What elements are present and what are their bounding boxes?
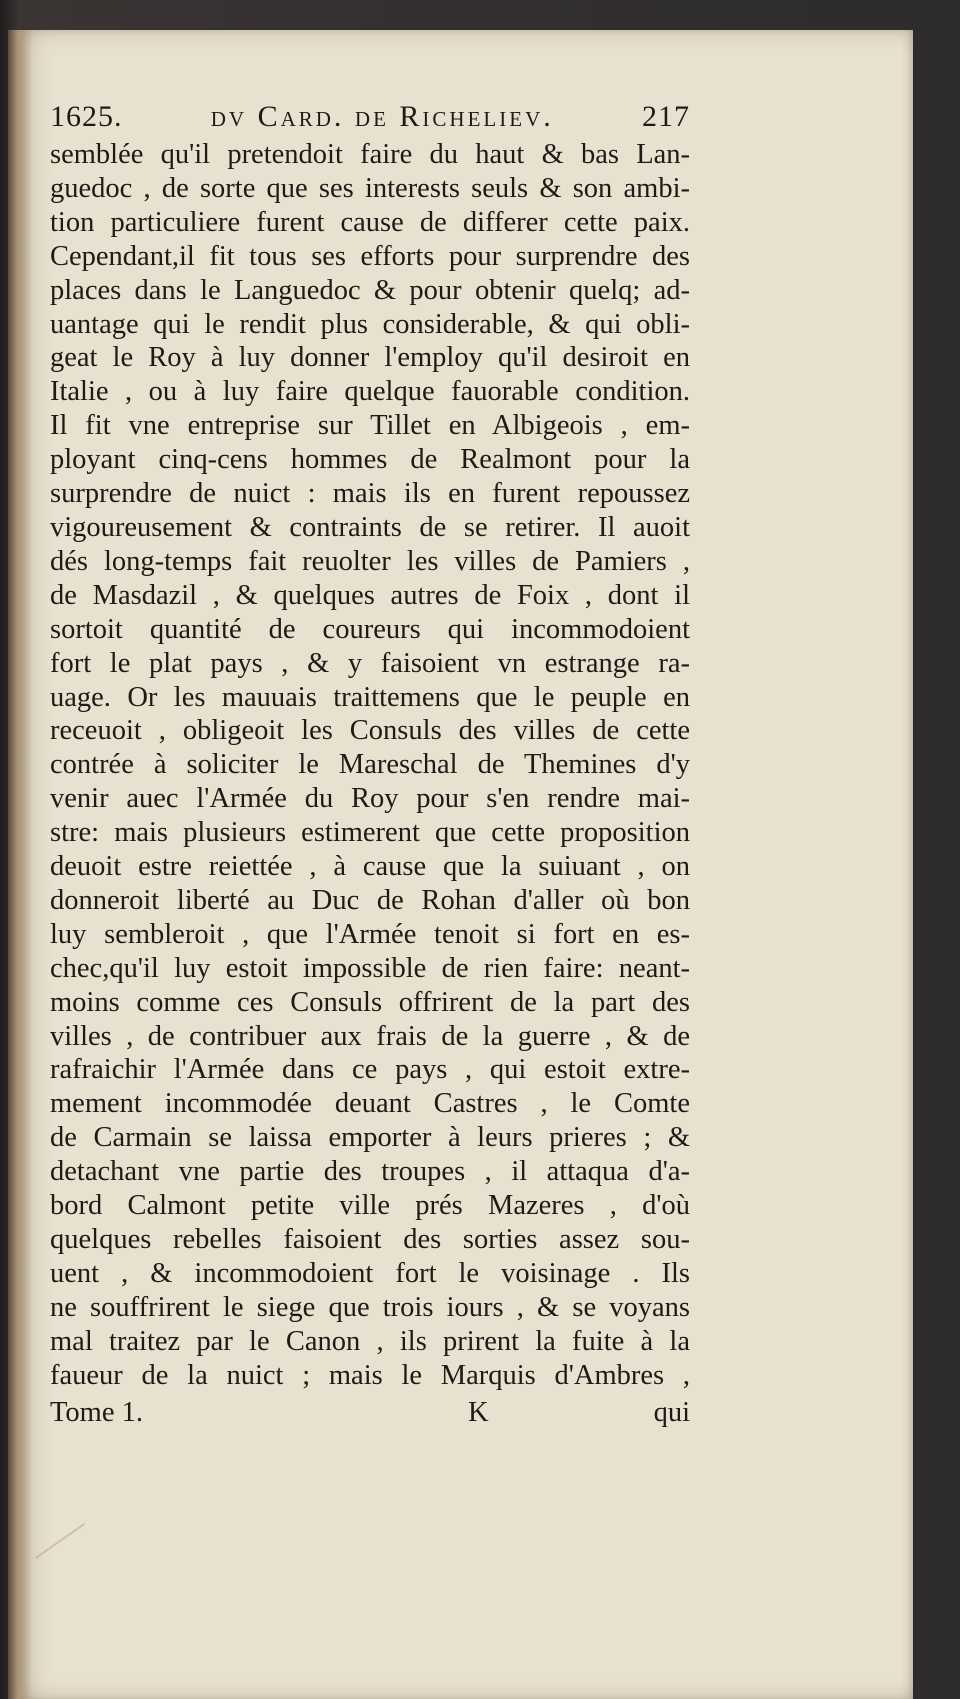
- text-line: geat le Roy à luy donner l'employ qu'il desiroit en: [50, 342, 690, 374]
- text-line: deuoit estre reiettée , à cause que la suiuant , on: [50, 851, 690, 883]
- text-line: tion particuliere furent cause de differer cette paix.: [50, 206, 690, 238]
- running-head-year: 1625.: [50, 100, 123, 133]
- text-line: surprendre de nuict : mais ils en furent repoussez: [50, 478, 690, 510]
- text-line: rafraichir l'Armée dans ce pays , qui estoit extre-: [50, 1054, 690, 1086]
- text-line: Cependant,il fit tous ses efforts pour surprendre des: [50, 240, 690, 272]
- running-head: [50, 100, 690, 134]
- running-head-title: dv Card. de Richeliev.: [210, 100, 554, 133]
- text-line: de Carmain se laissa emporter à leurs prieres ; &: [50, 1122, 690, 1154]
- text-line: sortoit quantité de coureurs qui incommodoient: [50, 613, 690, 645]
- signature-mark: K: [467, 1396, 489, 1428]
- page-number: 217: [642, 100, 690, 133]
- text-line: uantage qui le rendit plus considerable, & qui obli-: [50, 308, 690, 340]
- body-text: [50, 138, 690, 1393]
- text-line: fort le plat pays , & y faisoient vn estrange ra-: [50, 647, 690, 679]
- text-block: [50, 100, 690, 1429]
- text-line: stre: mais plusieurs estimerent que cette proposition: [50, 817, 690, 849]
- text-line: guedoc , de sorte que ses interests seuls & son ambi-: [50, 172, 690, 204]
- text-line: mement incommodée deuant Castres , le Comte: [50, 1088, 690, 1120]
- catchword: qui: [653, 1396, 690, 1428]
- text-line: uage. Or les mauuais traittemens que le peuple en: [50, 681, 690, 713]
- text-line: vigoureusement & contraints de se retirer. Il auoit: [50, 511, 690, 543]
- text-line: chec,qu'il luy estoit impossible de rien faire: neant-: [50, 952, 690, 984]
- text-line: donneroit liberté au Duc de Rohan d'aller où bon: [50, 884, 690, 916]
- text-line: bord Calmont petite ville prés Mazeres , d'où: [50, 1190, 690, 1222]
- text-line: ployant cinq-cens hommes de Realmont pour la: [50, 444, 690, 476]
- text-line: Il fit vne entreprise sur Tillet en Albigeois , em-: [50, 410, 690, 442]
- text-line: detachant vne partie des troupes , il attaqua d'a-: [50, 1156, 690, 1188]
- text-line: luy sembleroit , que l'Armée tenoit si fort en es-: [50, 918, 690, 950]
- text-line: de Masdazil , & quelques autres de Foix , dont il: [50, 579, 690, 611]
- text-line: moins comme ces Consuls offrirent de la part des: [50, 986, 690, 1018]
- text-line: places dans le Languedoc & pour obtenir quelq; ad-: [50, 274, 690, 306]
- text-line: quelques rebelles faisoient des sorties assez sou-: [50, 1224, 690, 1255]
- volume-label: Tome 1.: [50, 1396, 143, 1428]
- text-line: venir auec l'Armée du Roy pour s'en rendre mai-: [50, 783, 690, 815]
- text-line: ne souffrirent le siege que trois iours , & se voyans: [50, 1291, 690, 1323]
- text-line: Italie , ou à luy faire quelque fauorable condition.: [50, 376, 690, 408]
- text-line: mal traitez par le Canon , ils prirent la fuite à la: [50, 1325, 690, 1357]
- text-line: receuoit , obligeoit les Consuls des villes de cette: [50, 715, 690, 747]
- text-line: villes , de contribuer aux frais de la guerre , & de: [50, 1020, 690, 1052]
- text-line: semblée qu'il pretendoit faire du haut & bas Lan-: [50, 139, 690, 170]
- page-gutter-shadow: [8, 30, 32, 1699]
- text-line: contrée à soliciter le Mareschal de Themines d'y: [50, 749, 690, 781]
- text-line: uent , & incommodoient fort le voisinage . Ils: [50, 1257, 690, 1289]
- page-footer: [50, 1397, 690, 1429]
- text-line: faueur de la nuict ; mais le Marquis d'Ambres ,: [50, 1359, 690, 1391]
- text-line: dés long-temps fait reuolter les villes de Pamiers ,: [50, 545, 690, 577]
